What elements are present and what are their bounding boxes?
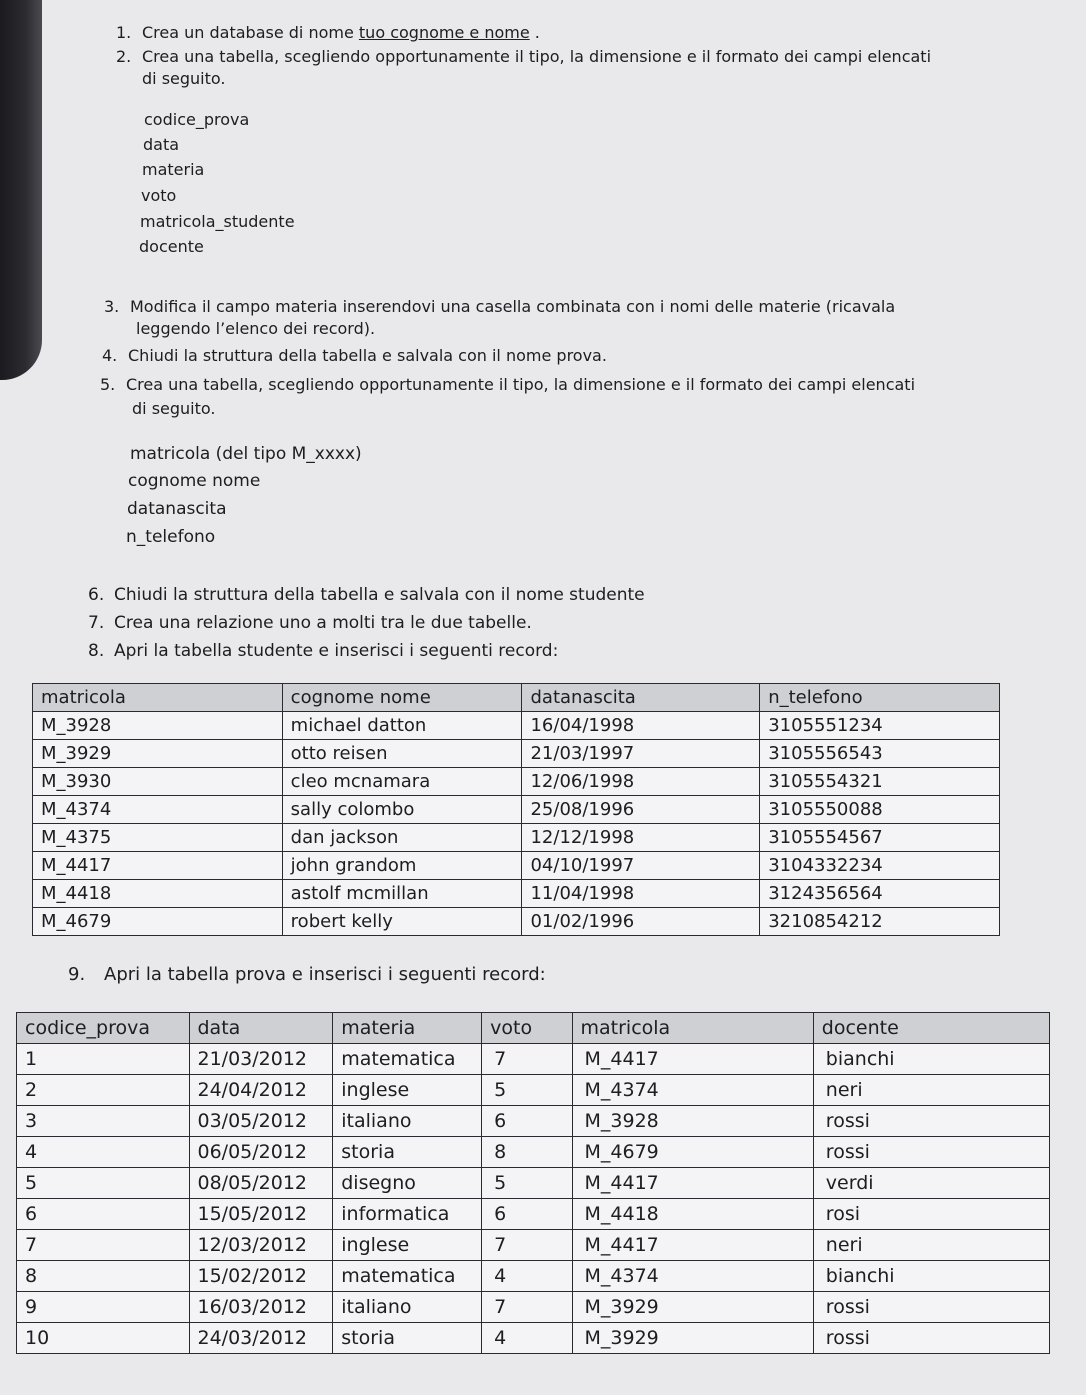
cell: M_4417 xyxy=(572,1168,813,1199)
field-voto: voto xyxy=(141,186,177,205)
table-row xyxy=(33,796,1000,824)
cell: italiano xyxy=(333,1106,482,1137)
cell: 24/03/2012 xyxy=(189,1323,333,1354)
cell: storia xyxy=(333,1323,482,1354)
cell: 15/02/2012 xyxy=(189,1261,333,1292)
table-row xyxy=(17,1261,1050,1292)
cell: M_3929 xyxy=(33,740,283,768)
cell: M_3930 xyxy=(33,768,283,796)
cell: rossi xyxy=(813,1106,1049,1137)
table-row xyxy=(33,852,1000,880)
cell: 12/03/2012 xyxy=(189,1230,333,1261)
students-table xyxy=(32,683,1000,936)
cell: 3105556543 xyxy=(760,740,1000,768)
step-2: 2. Crea una tabella, scegliendo opportunamente il tipo, la dimensione e il formato dei campi elencati xyxy=(116,47,932,66)
cell: 3 xyxy=(17,1106,190,1137)
col-header-voto: voto xyxy=(482,1013,572,1044)
cell: M_4375 xyxy=(33,824,283,852)
cell: verdi xyxy=(813,1168,1049,1199)
cell: M_4418 xyxy=(572,1199,813,1230)
cell: M_3928 xyxy=(33,712,283,740)
cell: disegno xyxy=(333,1168,482,1199)
step-6: 6. Chiudi la struttura della tabella e salvala con il nome studente xyxy=(88,585,645,605)
cell: otto reisen xyxy=(282,740,522,768)
step-3-cont: leggendo l’elenco dei record). xyxy=(136,319,376,338)
cell: 16/03/2012 xyxy=(189,1292,333,1323)
cell: matematica xyxy=(333,1261,482,1292)
table-row xyxy=(17,1292,1050,1323)
cell: 15/05/2012 xyxy=(189,1199,333,1230)
cell: inglese xyxy=(333,1075,482,1106)
field-materia: materia xyxy=(142,160,205,179)
step-9: 9. Apri la tabella prova e inserisci i seguenti record: xyxy=(68,964,546,985)
step-5: 5. Crea una tabella, scegliendo opportunamente il tipo, la dimensione e il formato dei campi elencati xyxy=(100,375,916,394)
cell: 3105554321 xyxy=(760,768,1000,796)
cell: M_4417 xyxy=(572,1044,813,1075)
cell: M_4374 xyxy=(572,1075,813,1106)
cell: 4 xyxy=(17,1137,190,1168)
table-row xyxy=(17,1230,1050,1261)
cell: 2 xyxy=(17,1075,190,1106)
table-row xyxy=(33,908,1000,936)
cell: astolf mcmillan xyxy=(282,880,522,908)
field-n-telefono: n_telefono xyxy=(126,527,216,547)
cell: 10 xyxy=(17,1323,190,1354)
cell: bianchi xyxy=(813,1261,1049,1292)
cell: inglese xyxy=(333,1230,482,1261)
table-row xyxy=(17,1075,1050,1106)
cell: rosi xyxy=(813,1199,1049,1230)
cell: 6 xyxy=(17,1199,190,1230)
step-7: 7. Crea una relazione uno a molti tra le due tabelle. xyxy=(88,613,532,633)
field-cognome-nome: cognome nome xyxy=(128,471,261,491)
cell: sally colombo xyxy=(282,796,522,824)
cell: 4 xyxy=(482,1323,572,1354)
table-row xyxy=(33,880,1000,908)
cell: rossi xyxy=(813,1137,1049,1168)
cell: M_4417 xyxy=(33,852,283,880)
step-8: 8. Apri la tabella studente e inserisci i seguenti record: xyxy=(88,641,559,661)
step-4: 4. Chiudi la struttura della tabella e salvala con il nome prova. xyxy=(102,346,607,365)
cell: M_4374 xyxy=(572,1261,813,1292)
cell: 04/10/1997 xyxy=(522,852,760,880)
cell: michael datton xyxy=(282,712,522,740)
cell: 24/04/2012 xyxy=(189,1075,333,1106)
field-codice-prova: codice_prova xyxy=(144,110,250,129)
cell: 1 xyxy=(17,1044,190,1075)
col-header-cognome-nome: cognome nome xyxy=(282,684,522,712)
cell: M_4418 xyxy=(33,880,283,908)
cell: 01/02/1996 xyxy=(522,908,760,936)
cell: 3210854212 xyxy=(760,908,1000,936)
cell: 21/03/1997 xyxy=(522,740,760,768)
cell: neri xyxy=(813,1075,1049,1106)
col-header-matricola: matricola xyxy=(33,684,283,712)
cell: 9 xyxy=(17,1292,190,1323)
field-matricola: matricola (del tipo M_xxxx) xyxy=(130,444,362,464)
table-row xyxy=(33,712,1000,740)
table-row xyxy=(17,1106,1050,1137)
cell: cleo mcnamara xyxy=(282,768,522,796)
cell: rossi xyxy=(813,1292,1049,1323)
table-row xyxy=(33,740,1000,768)
col-header-codice-prova: codice_prova xyxy=(17,1013,190,1044)
cell: 11/04/1998 xyxy=(522,880,760,908)
cell: 6 xyxy=(482,1199,572,1230)
cell: M_4679 xyxy=(572,1137,813,1168)
cell: 4 xyxy=(482,1261,572,1292)
cell: M_4374 xyxy=(33,796,283,824)
prove-header-row xyxy=(17,1013,1050,1044)
cell: 03/05/2012 xyxy=(189,1106,333,1137)
table-row xyxy=(17,1044,1050,1075)
cell: 8 xyxy=(482,1137,572,1168)
field-datanascita: datanascita xyxy=(127,499,227,519)
cell: 3105554567 xyxy=(760,824,1000,852)
field-data: data xyxy=(143,135,180,154)
table-row xyxy=(33,824,1000,852)
cell: rossi xyxy=(813,1323,1049,1354)
table-row xyxy=(17,1323,1050,1354)
cell: M_4679 xyxy=(33,908,283,936)
cell: bianchi xyxy=(813,1044,1049,1075)
cell: matematica xyxy=(333,1044,482,1075)
cell: dan jackson xyxy=(282,824,522,852)
cell: neri xyxy=(813,1230,1049,1261)
col-header-data: data xyxy=(189,1013,333,1044)
prove-table xyxy=(16,1012,1050,1354)
col-header-docente: docente xyxy=(813,1013,1049,1044)
cell: 25/08/1996 xyxy=(522,796,760,824)
cell: 06/05/2012 xyxy=(189,1137,333,1168)
students-header-row xyxy=(33,684,1000,712)
field-docente: docente xyxy=(139,237,204,256)
field-matricola-studente: matricola_studente xyxy=(140,212,295,231)
cell: italiano xyxy=(333,1292,482,1323)
step-2-cont: di seguito. xyxy=(142,69,226,88)
cell: M_3928 xyxy=(572,1106,813,1137)
table-row xyxy=(33,768,1000,796)
cell: 5 xyxy=(17,1168,190,1199)
cell: 6 xyxy=(482,1106,572,1137)
cell: M_3929 xyxy=(572,1323,813,1354)
cell: 12/12/1998 xyxy=(522,824,760,852)
step-5-cont: di seguito. xyxy=(132,399,216,418)
cell: 08/05/2012 xyxy=(189,1168,333,1199)
cell: 7 xyxy=(482,1044,572,1075)
col-header-datanascita: datanascita xyxy=(522,684,760,712)
cell: M_4417 xyxy=(572,1230,813,1261)
cell: 3105550088 xyxy=(760,796,1000,824)
step-3: 3. Modifica il campo materia inserendovi una casella combinata con i nomi delle materie (ricavala xyxy=(104,297,896,316)
cell: 5 xyxy=(482,1168,572,1199)
cell: 12/06/1998 xyxy=(522,768,760,796)
col-header-n-telefono: n_telefono xyxy=(760,684,1000,712)
cell: john grandom xyxy=(282,852,522,880)
cell: 16/04/1998 xyxy=(522,712,760,740)
cell: storia xyxy=(333,1137,482,1168)
table-row xyxy=(17,1199,1050,1230)
cell: 3104332234 xyxy=(760,852,1000,880)
table-row xyxy=(17,1137,1050,1168)
cell: 3124356564 xyxy=(760,880,1000,908)
cell: 7 xyxy=(482,1230,572,1261)
cell: 7 xyxy=(482,1292,572,1323)
cell: robert kelly xyxy=(282,908,522,936)
cell: 5 xyxy=(482,1075,572,1106)
col-header-materia: materia xyxy=(333,1013,482,1044)
table-row xyxy=(17,1168,1050,1199)
cell: informatica xyxy=(333,1199,482,1230)
cell: M_3929 xyxy=(572,1292,813,1323)
col-header-matricola: matricola xyxy=(572,1013,813,1044)
cell: 3105551234 xyxy=(760,712,1000,740)
cell: 21/03/2012 xyxy=(189,1044,333,1075)
step-1: 1. Crea un database di nome tuo cognome e nome . xyxy=(116,23,540,42)
cell: 8 xyxy=(17,1261,190,1292)
cell: 7 xyxy=(17,1230,190,1261)
